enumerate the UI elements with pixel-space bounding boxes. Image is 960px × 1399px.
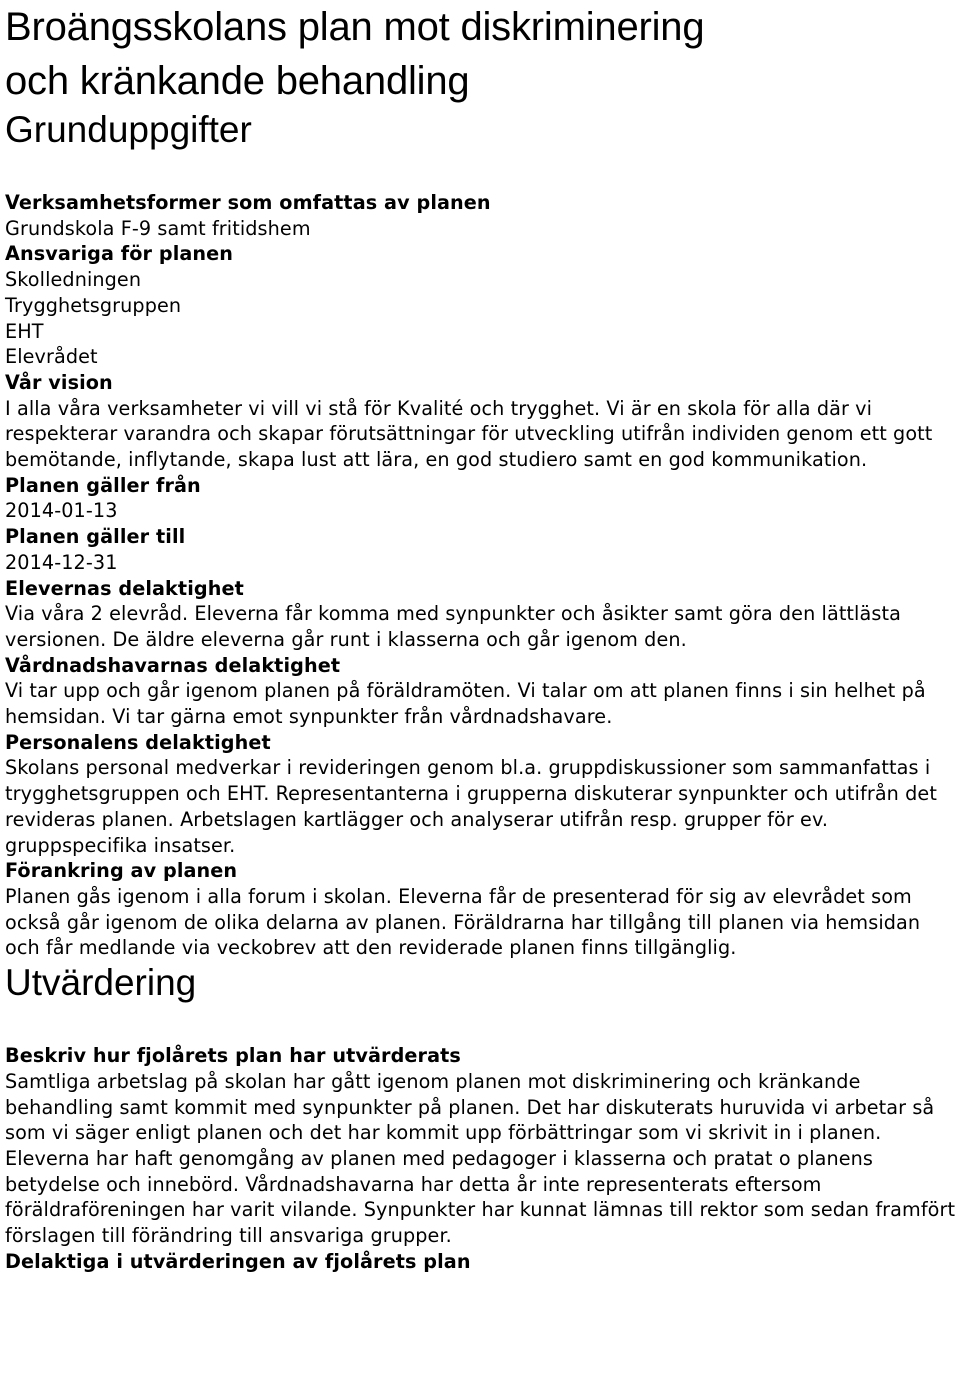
valid-to-label: Planen gäller till bbox=[5, 525, 186, 549]
title-line-2: och kränkande behandling bbox=[5, 59, 470, 103]
vision-text: I alla våra verksamheter vi vill vi stå för Kvalité och trygghet. Vi är en skola för alla där vi respekterar varandra och skapar förutsättningar för utveckling utifrån individen genom ett gott bemötande, inflytande, skapa lust att lära, en god studiero samt en god kommunikation. bbox=[5, 396, 933, 472]
forankring-text: Planen gås igenom i alla forum i skolan. Eleverna får de presenterad för sig av elevrådet som också går igenom de olika delarna av planen. Föräldrarna har tillgång till planen via hemsidan och får medlande via veckobrev att den reviderade planen finns tillgänglig. bbox=[5, 884, 921, 960]
vision-label: Vår vision bbox=[5, 370, 113, 394]
elev-delaktighet-text: Via våra 2 elevråd. Eleverna får komma med synpunkter och åsikter samt göra den lättlästa versionen. De äldre eleverna går runt i klasserna och går igenom den. bbox=[5, 602, 901, 651]
utvardering-content bbox=[5, 1043, 956, 1274]
personal-delaktighet-label: Personalens delaktighet bbox=[5, 730, 271, 754]
ansvarig-item: Trygghetsgruppen bbox=[5, 293, 182, 317]
forankring-label: Förankring av planen bbox=[5, 859, 238, 883]
delaktiga-label: Delaktiga i utvärderingen av fjolårets plan bbox=[5, 1249, 471, 1273]
title-line-1: Broängsskolans plan mot diskriminering bbox=[5, 5, 705, 49]
verksamhet-label: Verksamhetsformer som omfattas av planen bbox=[5, 191, 491, 214]
elev-delaktighet-label: Elevernas delaktighet bbox=[5, 576, 244, 600]
verksamhet-value: Grundskola F-9 samt fritidshem bbox=[5, 216, 311, 240]
valid-to-value: 2014-12-31 bbox=[5, 550, 118, 574]
section-heading-grunduppgifter: Grunduppgifter bbox=[5, 109, 252, 150]
personal-delaktighet-text: Skolans personal medverkar i revideringen genom bl.a. gruppdiskussioner som sammanfattas i trygghetsgruppen och EHT. Representanterna i grupperna diskuterar synpunkter och utifrån det revideras planen. Arbetslagen kartlägger och analyserar utifrån resp. grupper för ev. gruppspecifika insatser. bbox=[5, 756, 937, 857]
beskriv-label: Beskriv hur fjolårets plan har utvärderats bbox=[5, 1044, 461, 1068]
ansvarig-item: Elevrådet bbox=[5, 345, 98, 369]
ansvarig-item: EHT bbox=[5, 319, 44, 343]
valid-from-label: Planen gäller från bbox=[5, 473, 201, 497]
section-heading-utvardering: Utvärdering bbox=[5, 962, 197, 1004]
document-title bbox=[5, 0, 956, 108]
vardnadshavare-delaktighet-label: Vårdnadshavarnas delaktighet bbox=[5, 653, 341, 677]
grunduppgifter-content bbox=[5, 190, 956, 961]
valid-from-value: 2014-01-13 bbox=[5, 499, 118, 523]
beskriv-text: Samtliga arbetslag på skolan har gått igenom planen mot diskriminering och kränkande behandling samt kommit med synpunkter på planen. Det har diskuterats huruvida vi arbetar så som vi säger enligt planen och det har kommit upp förbättringar som vi skrivit in i planen. Eleverna har haft genomgång av planen med pedagoger i klasserna och pratat o planens betydelse och innebörd. Vårdnadshavarna har detta år inte representerats eftersom föräldraföreningen har varit vilande. Synpunkter har kunnat lämnas till rektor som sedan framfört förslagen till förändring till ansvariga grupper. bbox=[5, 1069, 956, 1248]
ansvariga-label: Ansvariga för planen bbox=[5, 242, 234, 266]
vardnadshavare-delaktighet-text: Vi tar upp och går igenom planen på föräldramöten. Vi talar om att planen finns i sin helhet på hemsidan. Vi tar gärna emot synpunkter från vårdnadshavare. bbox=[5, 679, 926, 729]
ansvarig-item: Skolledningen bbox=[5, 268, 142, 292]
